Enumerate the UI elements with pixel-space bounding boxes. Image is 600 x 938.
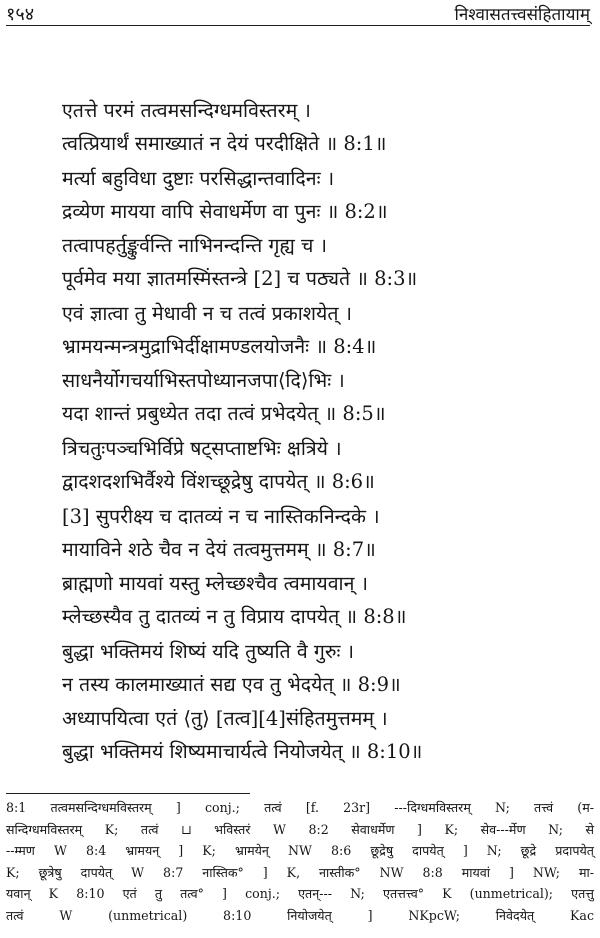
running-title: निश्वासतत्त्वसंहितायाम् bbox=[454, 5, 590, 25]
verse-line-second: यदा शान्तं प्रबुध्येत तदा तत्वं प्रभेदयेत् ॥ 8:5॥ bbox=[62, 402, 386, 426]
verse-line-first: [3] सुपरीक्ष्य च दातव्यं न च नास्तिकनिन्दके । bbox=[62, 504, 380, 528]
verse-8-8 bbox=[62, 567, 582, 635]
verse-8-2 bbox=[62, 162, 582, 230]
verse-line-second: पूर्वमेव मया ज्ञातमस्मिंस्तन्त्रे [2] च पठ्यते ॥ 8:3॥ bbox=[62, 267, 418, 291]
verse-line-first: अध्यापयित्वा एतं ⟨तु⟩ [तत्व][4]संहितमुत्तमम् । bbox=[62, 707, 388, 731]
verse-8-7 bbox=[62, 500, 582, 568]
verse-8-3 bbox=[62, 229, 582, 297]
verse-line-second: न तस्य कालमाख्यातं सद्य एव तु भेदयेत् ॥ 8:9॥ bbox=[62, 672, 401, 696]
verse-8-10 bbox=[62, 702, 582, 770]
page-number: १५४ bbox=[6, 4, 35, 25]
apparatus-line: --म्मण W 8:4 भ्रामयन् ] K; भ्रामयेन् NW 8:6 छूद्रेषु दापयेत् ] N; छूद्रे प्रदापयेत् bbox=[6, 843, 594, 858]
verse-block bbox=[62, 94, 582, 770]
verse-line-second: द्रव्येण मायया वापि सेवाधर्मेण वा पुनः ॥ 8:2॥ bbox=[62, 199, 388, 223]
verse-line-second: त्वत्प्रियार्थं समाख्यातं न देयं परदीक्षिते ॥ 8:1॥ bbox=[62, 132, 387, 155]
verse-line-second: भ्रामयन्मन्त्रमुद्राभिर्दीक्षामण्डलयोजनैः ॥ 8:4॥ bbox=[62, 334, 377, 358]
verse-8-9 bbox=[62, 635, 582, 703]
verse-line-first: साधनैर्योगचर्याभिस्तपोध्यानजपा⟨दि⟩भिः । bbox=[62, 369, 345, 393]
apparatus-line: K; छूत्रेषु दापयेत् W 8:7 नास्तिक° ] K, नास्तीक° NW 8:8 मायवां ] NW; मा- bbox=[6, 864, 594, 880]
verse-line-first: त्रिचतुःपञ्चभिर्विप्रे षट्सप्ताष्टभिः क्षत्रिये । bbox=[62, 436, 342, 460]
verse-line-first: ब्राह्मणो मायवां यस्तु म्लेच्छश्चैव त्वमायवान् । bbox=[62, 572, 369, 596]
verse-line-second: मायाविने शठे चैव न देयं तत्वमुत्तमम् ॥ 8:7॥ bbox=[62, 537, 376, 561]
verse-8-4 bbox=[62, 297, 582, 365]
apparatus-line: 8:1 तत्वमसन्दिग्धमविस्तरम् ] conj.; तत्वं [f. 23r] ---दिग्धमविस्तरम् N; तत्त्वं (म- bbox=[6, 800, 594, 815]
running-head bbox=[6, 2, 590, 24]
verse-line-first: एतत्ते परमं तत्वमसन्दिग्धमविस्तरम् । bbox=[62, 99, 311, 122]
verse-line-first: बुद्धा भक्तिमयं शिष्यं यदि तुष्यति वै गुरुः । bbox=[62, 639, 355, 663]
critical-apparatus bbox=[6, 797, 594, 926]
apparatus-line: यवान् K 8:10 एतं तु तत्व° ] conj.; एतन्--- N; एतत्तत्त्व° K (unmetrical); एतत्तु bbox=[6, 886, 594, 901]
verse-line-second: बुद्धा भक्तिमयं शिष्यमाचार्यत्वे नियोजयेत् ॥ 8:10॥ bbox=[62, 740, 423, 764]
verse-8-6 bbox=[62, 432, 582, 500]
verse-8-5 bbox=[62, 364, 582, 432]
verse-line-second: द्वादशदशभिर्वैश्ये विंशच्छूद्रेषु दापयेत् ॥ 8:6॥ bbox=[62, 469, 375, 493]
header-rule bbox=[6, 25, 590, 26]
apparatus-line: तत्वं W (unmetrical) 8:10 नियोजयेत् ] NKpcW; निवेदयेत् Kac bbox=[6, 907, 594, 923]
apparatus-line: सन्दिग्धमविस्तरम् K; तत्वं ⊔ भविस्तरं W 8:2 सेवाधर्मेण ] K; सेव---र्मेण N; से bbox=[6, 821, 594, 837]
verse-8-1 bbox=[62, 94, 582, 162]
verse-line-first: मर्त्या बहुविधा दुष्टाः परसिद्धान्तवादिनः । bbox=[62, 166, 335, 190]
verse-line-first: तत्वापहर्तुङ्कुर्वन्ति नाभिनन्दन्ति गृह्य च । bbox=[62, 234, 327, 258]
verse-line-first: एवं ज्ञात्वा तु मेधावी न च तत्वं प्रकाशयेत् । bbox=[62, 301, 353, 325]
footnote-rule bbox=[6, 793, 250, 794]
verse-line-second: म्लेच्छस्यैव तु दातव्यं न तु विप्राय दापयेत् ॥ 8:8॥ bbox=[62, 605, 407, 629]
